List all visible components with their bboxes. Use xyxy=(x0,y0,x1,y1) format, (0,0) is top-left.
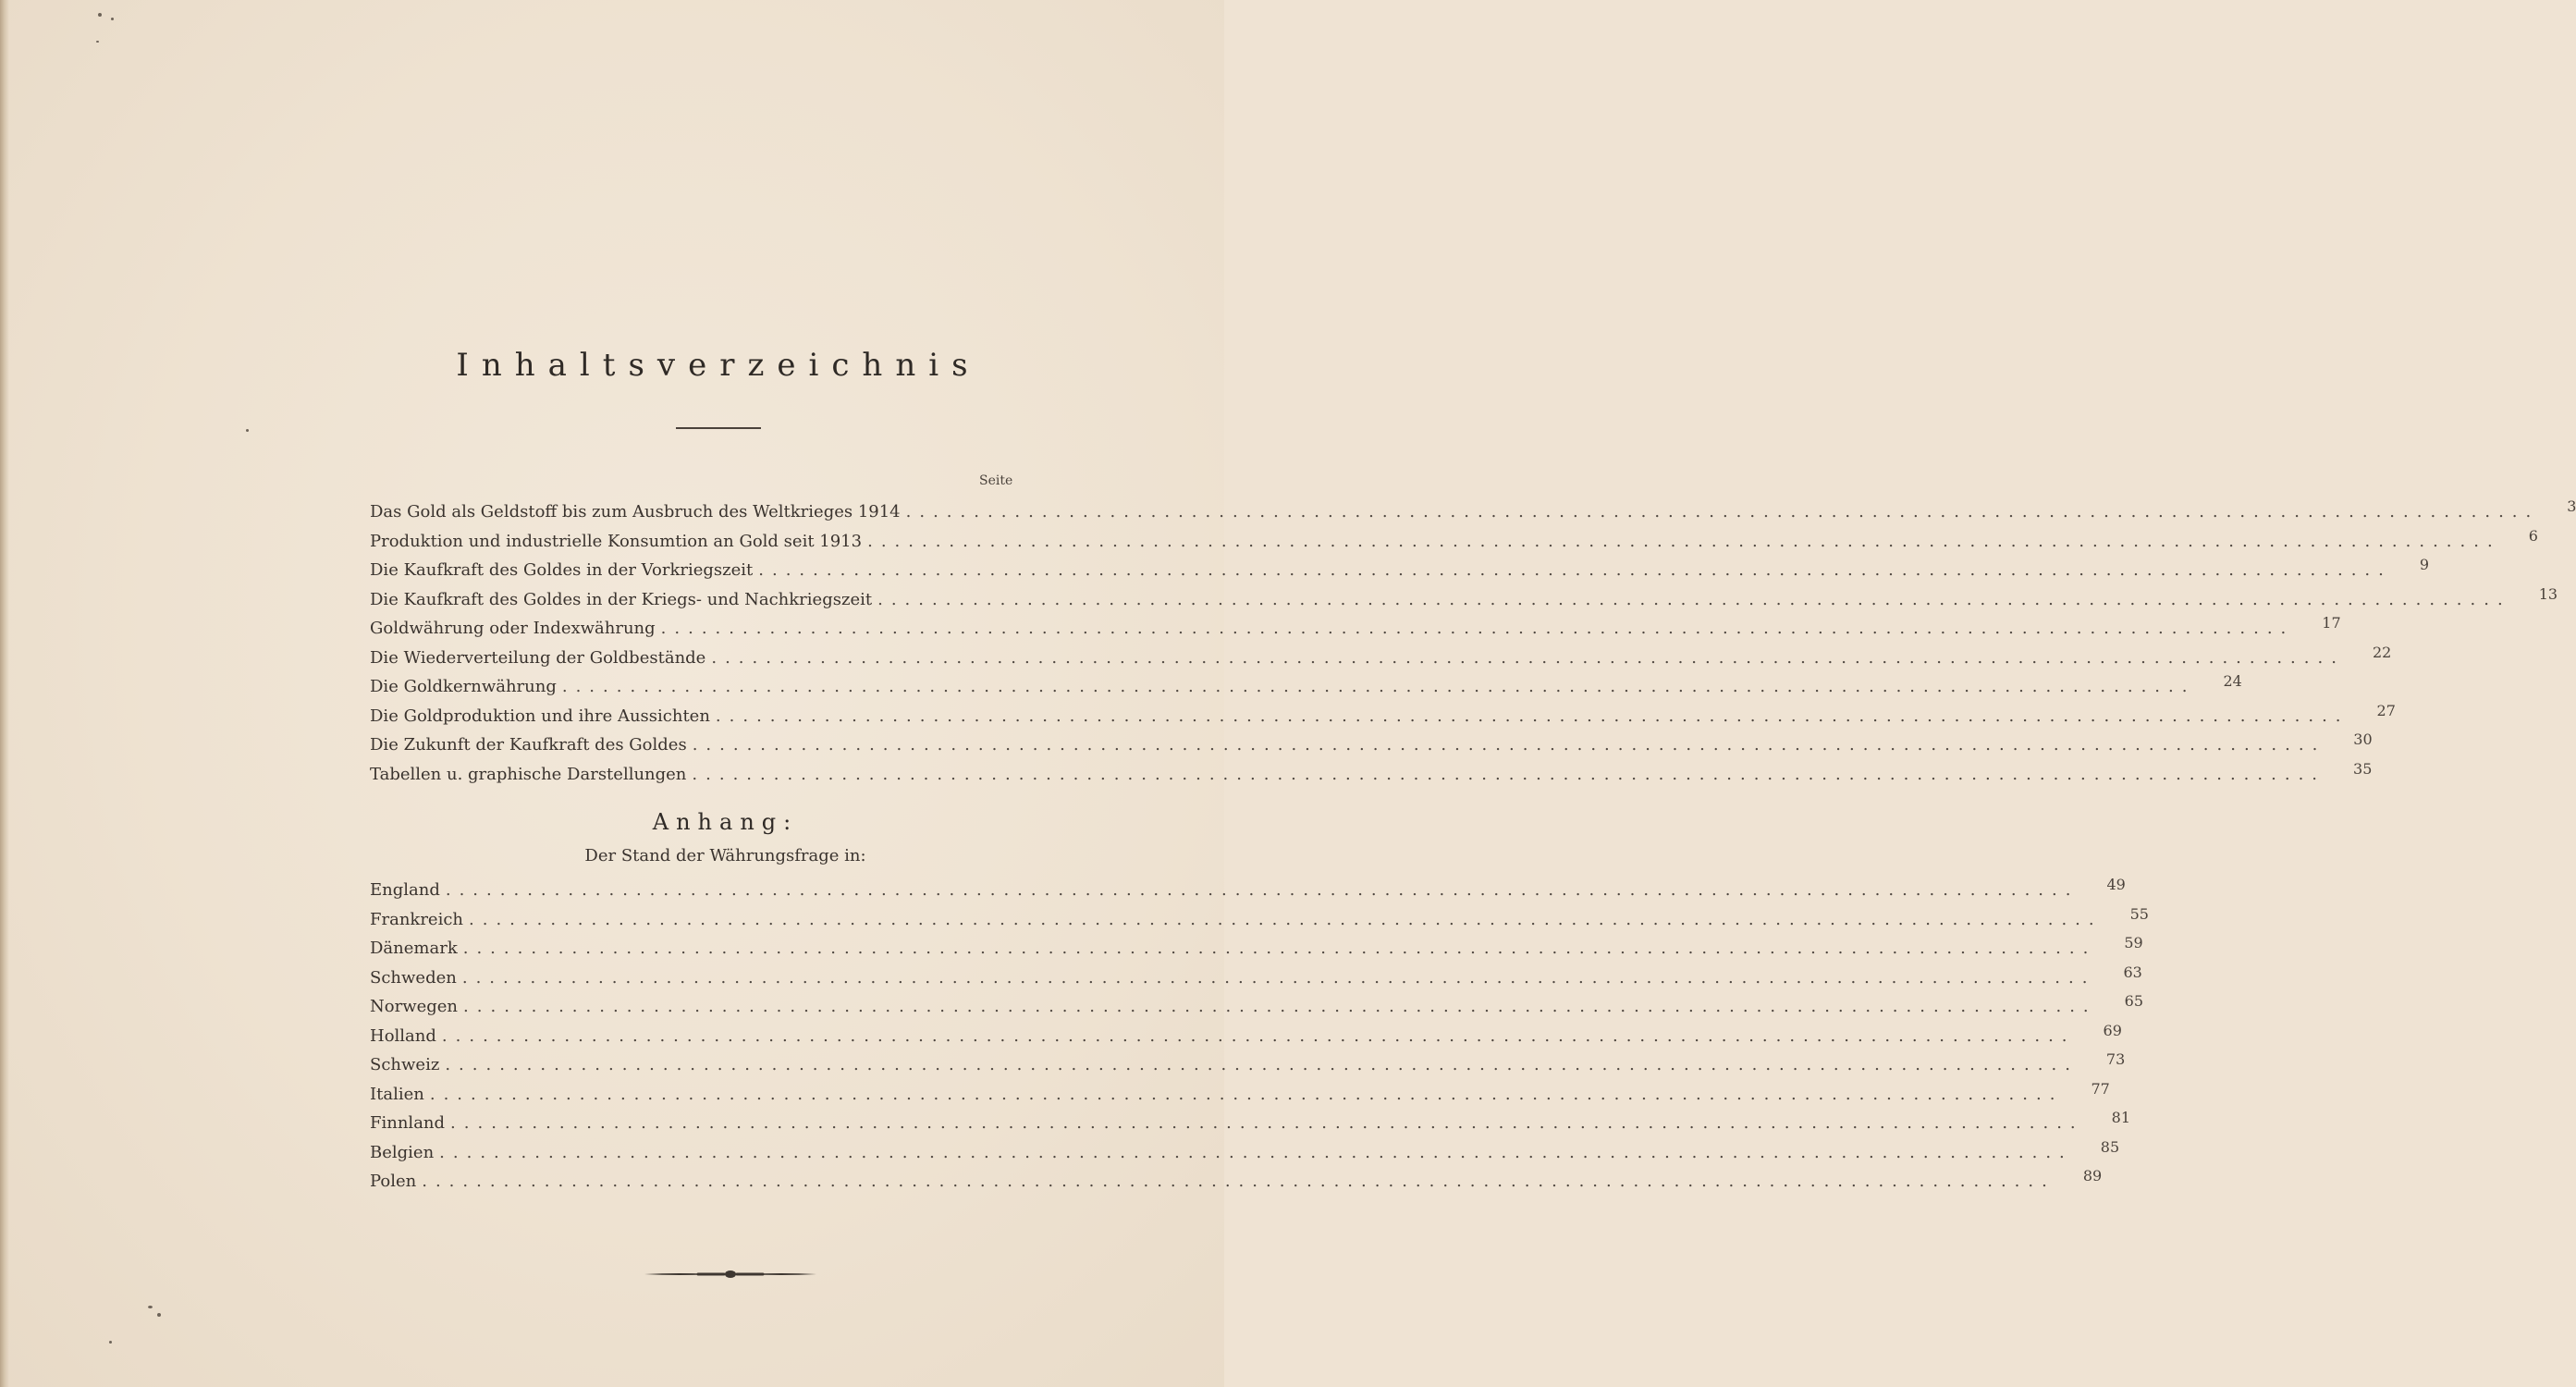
toc-appendix-list xyxy=(370,876,2149,1197)
toc-entry-label: Die Zukunft der Kaufkraft des Goldes xyxy=(370,735,687,755)
end-ornament xyxy=(643,1265,818,1283)
toc-entry-page: 27 xyxy=(2376,701,2396,719)
leader-dots: ........................................................................................................................ xyxy=(905,502,2540,522)
toc-entry xyxy=(370,730,2373,760)
appendix-entry-label: Belgien xyxy=(370,1142,435,1162)
leader-dots: ........................................................................................................................ xyxy=(561,677,2196,697)
appendix-entry xyxy=(370,992,2143,1022)
toc-entry xyxy=(370,526,2538,557)
toc-entry-page: 13 xyxy=(2538,584,2558,603)
appendix-entry xyxy=(370,1021,2122,1051)
appendix-entry-page: 49 xyxy=(2106,876,2126,894)
appendix-entry xyxy=(370,1109,2131,1138)
appendix-entry-label: Holland xyxy=(370,1025,436,1046)
appendix-entry xyxy=(370,904,2149,935)
toc-entry-page: 22 xyxy=(2372,643,2392,661)
appendix-entry xyxy=(370,934,2143,964)
toc-entry xyxy=(370,614,2341,644)
toc-entry xyxy=(370,643,2392,673)
paper-speck xyxy=(111,18,114,20)
appendix-entry-label: Norwegen xyxy=(370,997,459,1017)
appendix-heading: Anhang: xyxy=(652,809,799,835)
toc-entry xyxy=(370,701,2396,731)
leader-dots: ........................................................................................................................ xyxy=(462,939,2097,959)
toc-entry-label: Das Gold als Geldstoff bis zum Ausbruch des Weltkrieges 1914 xyxy=(370,502,901,522)
leader-dots: ........................................................................................................................ xyxy=(660,619,2295,639)
toc-entry-page: 6 xyxy=(2528,526,2538,545)
leader-dots: ........................................................................................................................ xyxy=(463,997,2097,1017)
appendix-entry-page: 73 xyxy=(2105,1050,2126,1069)
leader-dots: ........................................................................................................................ xyxy=(422,1172,2055,1192)
appendix-entry-page: 81 xyxy=(2111,1109,2131,1127)
appendix-entry-page: 65 xyxy=(2124,992,2143,1011)
appendix-entry-page: 89 xyxy=(2082,1167,2103,1185)
appendix-entry-page: 55 xyxy=(2129,904,2149,923)
leader-dots: ........................................................................................................................ xyxy=(441,1025,2076,1046)
paper-speck xyxy=(157,1313,161,1317)
leader-dots: ........................................................................................................................ xyxy=(439,1142,2073,1162)
toc-entry-label: Die Wiederverteilung der Goldbestände xyxy=(370,647,706,668)
toc-entry-page: 17 xyxy=(2322,614,2341,632)
paper-speck xyxy=(246,429,249,432)
title-divider xyxy=(676,427,761,429)
toc-entry-page: 9 xyxy=(2419,556,2430,574)
page-column-label: Seite xyxy=(979,473,1013,488)
toc-entry xyxy=(370,672,2242,702)
toc-entry-label: Die Goldkernwährung xyxy=(370,677,557,697)
appendix-entry xyxy=(370,1167,2103,1197)
leader-dots: ........................................................................................................................ xyxy=(461,967,2096,988)
leader-dots: ........................................................................................................................ xyxy=(692,764,2326,784)
leader-dots: ........................................................................................................................ xyxy=(692,735,2326,755)
leader-dots: ........................................................................................................................ xyxy=(445,880,2079,901)
leader-dots: ........................................................................................................................ xyxy=(450,1113,2084,1134)
appendix-entry-label: Schweiz xyxy=(370,1055,440,1075)
appendix-entry-label: Dänemark xyxy=(370,939,458,959)
toc-entry xyxy=(370,497,2576,527)
toc-entry-label: Die Kaufkraft des Goldes in der Vorkriegszeit xyxy=(370,560,754,581)
page-edge-shadow xyxy=(0,0,9,1387)
toc-entry-label: Die Kaufkraft des Goldes in der Kriegs- und Nachkriegszeit xyxy=(370,589,873,609)
paper-speck xyxy=(96,41,99,43)
toc-entry-label: Tabellen u. graphische Darstellungen xyxy=(370,764,687,784)
appendix-entry-page: 59 xyxy=(2124,934,2143,952)
paper-speck xyxy=(98,13,102,17)
toc-entry-page: 24 xyxy=(2223,672,2242,691)
toc-entry-page: 35 xyxy=(2353,759,2373,778)
toc-entry-page: 3 xyxy=(2567,497,2576,516)
appendix-entry-page: 77 xyxy=(2091,1079,2110,1098)
appendix-entry-label: Finnland xyxy=(370,1113,446,1134)
leader-dots: ........................................................................................................................ xyxy=(469,909,2103,929)
leader-dots: ........................................................................................................................ xyxy=(429,1084,2064,1104)
toc-entry-label: Produktion und industrielle Konsumtion an Gold seit 1913 xyxy=(370,531,863,551)
appendix-entry xyxy=(370,963,2142,993)
toc-entry xyxy=(370,584,2558,615)
leader-dots: ........................................................................................................................ xyxy=(711,647,2345,668)
appendix-entry xyxy=(370,1079,2110,1110)
toc-main-list xyxy=(370,497,2576,789)
appendix-entry-label: Schweden xyxy=(370,967,457,988)
leader-dots: ........................................................................................................................ xyxy=(445,1055,2079,1075)
appendix-entry-label: Polen xyxy=(370,1172,417,1192)
appendix-entry xyxy=(370,876,2126,905)
toc-entry xyxy=(370,759,2373,790)
appendix-entry-page: 69 xyxy=(2103,1021,2122,1039)
leader-dots: ........................................................................................................................ xyxy=(715,706,2349,726)
leader-dots: ........................................................................................................................ xyxy=(867,531,2501,551)
appendix-entry-page: 63 xyxy=(2123,963,2142,981)
toc-entry xyxy=(370,556,2430,585)
appendix-entry-label: Frankreich xyxy=(370,909,464,929)
leader-dots: ........................................................................................................................ xyxy=(877,589,2511,609)
appendix-entry xyxy=(370,1137,2120,1168)
toc-entry-label: Die Goldproduktion und ihre Aussichten xyxy=(370,706,710,726)
appendix-subheading: Der Stand der Währungsfrage in: xyxy=(584,846,866,865)
appendix-entry-page: 85 xyxy=(2100,1137,2120,1156)
leader-dots: ........................................................................................................................ xyxy=(758,560,2392,581)
appendix-entry xyxy=(370,1050,2126,1080)
toc-entry-label: Goldwährung oder Indexwährung xyxy=(370,619,656,639)
paper-speck xyxy=(109,1341,112,1344)
page-title: Inhaltsverzeichnis xyxy=(456,347,981,384)
appendix-entry-label: England xyxy=(370,880,440,901)
toc-entry-page: 30 xyxy=(2353,730,2373,749)
appendix-entry-label: Italien xyxy=(370,1084,424,1104)
paper-speck xyxy=(148,1306,153,1308)
